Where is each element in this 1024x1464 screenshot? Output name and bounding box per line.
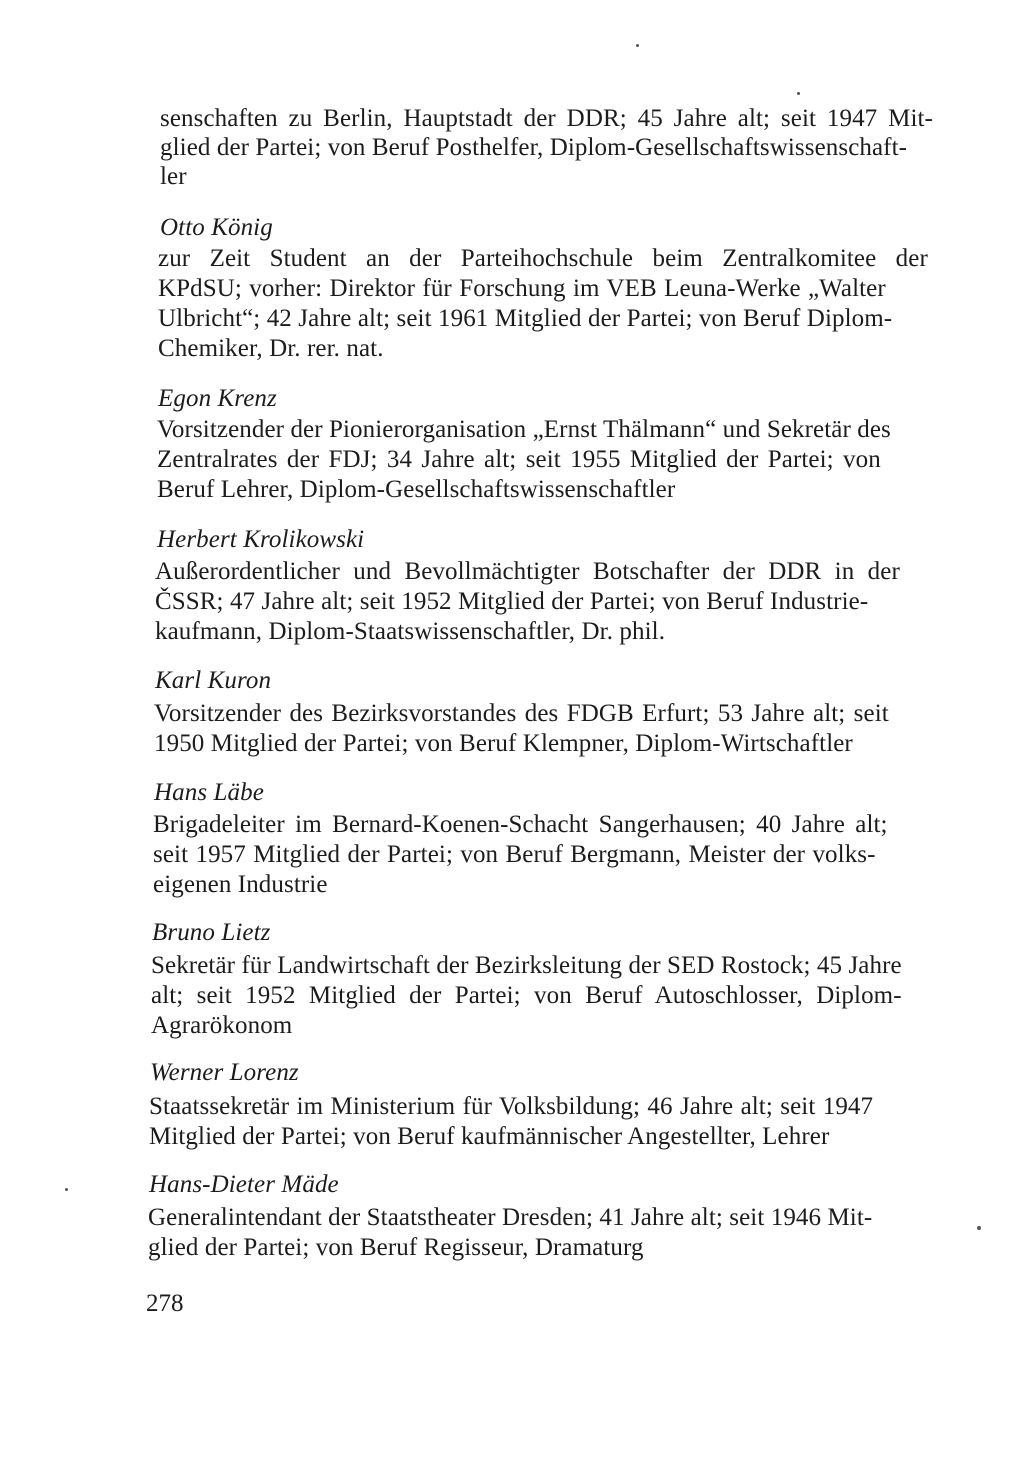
- text-line: glied der Partei; von Beruf Regisseur, Dramaturg: [148, 1234, 644, 1261]
- text-line: alt; seit 1952 Mitglied der Partei; von Beruf Autoschlosser, Diplom-: [151, 982, 902, 1009]
- text-line: [160, 104, 933, 134]
- text-line: Sekretär für Landwirtschaft der Bezirksleitung der SED Rostock; 45 Jahre: [151, 952, 902, 979]
- person-name: Egon Krenz: [158, 385, 277, 412]
- person-name: Herbert Krolikowski: [157, 526, 365, 553]
- text-line: kaufmann, Diplom-Staatswissenschaftler, Dr. phil.: [155, 618, 666, 645]
- word: der: [523, 105, 556, 132]
- text-line: seit 1957 Mitglied der Partei; von Beruf Bergmann, Meister der volks-: [153, 841, 876, 868]
- text-line: Ulbricht“; 42 Jahre alt; seit 1961 Mitglied der Partei; von Beruf Diplom-: [158, 305, 893, 332]
- text-line: Generalintendant der Staatstheater Dresden; 41 Jahre alt; seit 1946 Mit-: [148, 1204, 873, 1231]
- word: Berlin,: [323, 105, 393, 132]
- person-name: Bruno Lietz: [152, 919, 271, 946]
- word: 45: [637, 105, 663, 132]
- word: zu: [288, 105, 313, 132]
- text-line: Brigadeleiter im Bernard-Koenen-Schacht Sangerhausen; 40 Jahre alt;: [153, 811, 888, 838]
- scan-speck: [977, 1226, 981, 1230]
- text-line: Agrarökonom: [151, 1012, 293, 1039]
- person-name: Karl Kuron: [155, 667, 272, 694]
- person-name: Werner Lorenz: [150, 1059, 299, 1086]
- text-line: Staatssekretär im Ministerium für Volksbildung; 46 Jahre alt; seit 1947: [149, 1093, 874, 1120]
- text-line: KPdSU; vorher: Direktor für Forschung im VEB Leuna-Werke „Walter: [158, 275, 886, 302]
- page-number: 278: [146, 1290, 184, 1317]
- scan-speck: [797, 92, 800, 95]
- text-line: Beruf Lehrer, Diplom-Gesellschaftswissenschaftler: [157, 476, 676, 503]
- text-line: Mitglied der Partei; von Beruf kaufmännischer Angestellter, Lehrer: [149, 1123, 830, 1150]
- text-line: 1950 Mitglied der Partei; von Beruf Klempner, Diplom-Wirtschaftler: [154, 730, 853, 757]
- text-line: Außerordentlicher und Bevollmächtigter Botschafter der DDR in der: [155, 558, 900, 585]
- person-name: Hans-Dieter Mäde: [149, 1171, 339, 1198]
- word: Jahre: [673, 105, 727, 132]
- word: senschaften: [160, 105, 278, 132]
- person-name: Otto König: [160, 214, 273, 241]
- text-line: Vorsitzender der Pionierorganisation „Ernst Thälmann“ und Sekretär des: [157, 416, 891, 443]
- word: seit: [780, 105, 817, 132]
- person-name: Hans Läbe: [154, 779, 264, 806]
- word: Mit-: [888, 105, 933, 132]
- text-line: Zentralrates der FDJ; 34 Jahre alt; seit 1955 Mitglied der Partei; von: [157, 446, 881, 473]
- text-line: Chemiker, Dr. rer. nat.: [158, 335, 384, 362]
- text-line: glied der Partei; von Beruf Posthelfer, Diplom-Gesellschaftswissenschaft-: [160, 134, 908, 161]
- text-line: ČSSR; 47 Jahre alt; seit 1952 Mitglied der Partei; von Beruf Industrie-: [155, 588, 869, 615]
- word: DDR;: [566, 105, 627, 132]
- text-line: zur Zeit Student an der Parteihochschule beim Zentralkomitee der: [158, 245, 928, 272]
- text-line: eigenen Industrie: [153, 871, 328, 898]
- word: alt;: [737, 105, 771, 132]
- text-line: Vorsitzender des Bezirksvorstandes des FDGB Erfurt; 53 Jahre alt; seit: [154, 700, 889, 727]
- text-line: ler: [160, 163, 187, 190]
- scan-speck: [636, 44, 639, 47]
- word: 1947: [826, 105, 878, 132]
- scan-speck: [65, 1188, 68, 1191]
- word: Hauptstadt: [403, 105, 513, 132]
